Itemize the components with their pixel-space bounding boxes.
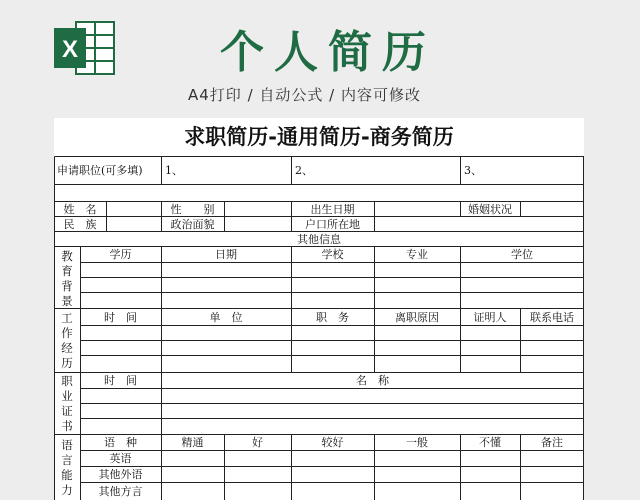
- page-subtitle: A4打印 / 自动公式 / 内容可修改: [188, 86, 421, 104]
- lang-type-header: 语 种: [104, 436, 137, 449]
- edu-degree-header: 学历: [109, 248, 132, 261]
- work-time-header: 时 间: [104, 311, 137, 324]
- page-title: 个人简历: [220, 27, 436, 78]
- language-side-label: 语 言 能 力: [61, 438, 73, 497]
- lang-row-other-foreign: 其他外语: [98, 468, 143, 481]
- sheet-title: 求职简历-通用简历-商务简历: [184, 125, 454, 149]
- cert-time-header: 时 间: [104, 374, 137, 387]
- work-leave-reason-header: 离职原因: [395, 311, 439, 324]
- cert-name-header: 名 称: [356, 374, 389, 387]
- lang-notes-header: 备注: [541, 436, 563, 449]
- lang-fairly-good-header: 较好: [321, 436, 344, 449]
- political-status-label: 政治面貌: [170, 218, 215, 231]
- work-side-label: 工 作 经 历: [61, 311, 73, 370]
- edu-school-header: 学校: [321, 248, 344, 261]
- lang-fluent-header: 精通: [181, 436, 204, 449]
- banner: [0, 0, 640, 118]
- name-label: 姓 名: [63, 203, 97, 216]
- education-side-label: 教 育 背 景: [61, 249, 73, 308]
- apply-option-2[interactable]: 2、: [295, 164, 313, 177]
- lang-none-header: 不懂: [479, 436, 501, 449]
- edu-date-header: 日期: [215, 248, 237, 261]
- apply-option-3[interactable]: 3、: [464, 164, 482, 177]
- lang-row-dialect: 其他方言: [98, 485, 143, 498]
- edu-major-header: 专业: [406, 248, 428, 261]
- hukou-label: 户口所在地: [305, 218, 360, 231]
- gender-label: 性 别: [170, 203, 215, 216]
- work-company-header: 单 位: [209, 311, 243, 324]
- work-contact-header: 联系电话: [530, 311, 574, 324]
- edu-academic-degree-header: 学位: [511, 248, 533, 261]
- lang-row-english: 英语: [109, 452, 132, 465]
- work-position-header: 职 务: [316, 311, 349, 324]
- apply-option-1[interactable]: 1、: [165, 164, 183, 177]
- resume-sheet: [54, 118, 584, 500]
- marital-status-label: 婚姻状况: [468, 203, 512, 216]
- birth-date-label: 出生日期: [310, 203, 355, 216]
- lang-good-header: 好: [252, 436, 263, 449]
- svg-text:X: X: [61, 36, 79, 63]
- certificate-side-label: 职 业 证 书: [61, 374, 73, 433]
- ethnicity-label: 民 族: [63, 218, 97, 231]
- excel-logo-icon: [52, 20, 116, 76]
- lang-average-header: 一般: [406, 436, 428, 449]
- apply-label: 申请职位(可多填): [57, 164, 143, 177]
- other-info-label: 其他信息: [297, 233, 341, 246]
- work-reference-header: 证明人: [473, 311, 507, 324]
